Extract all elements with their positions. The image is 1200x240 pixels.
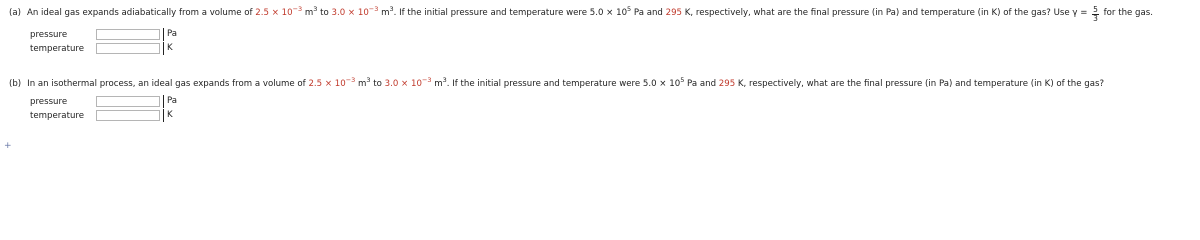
initial-temperature: 295 [718, 79, 736, 89]
field-label: temperature [30, 43, 85, 54]
gamma-fraction: $\frac{5}{3}$ [1093, 5, 1098, 23]
temperature-input-a[interactable] [96, 43, 160, 54]
initial-temperature: 295 [665, 8, 683, 18]
initial-volume: $2.5 \times 10^{-3}$ [308, 76, 356, 89]
field-label: temperature [30, 110, 85, 121]
unit-label: K [163, 109, 177, 122]
field-label: pressure [30, 29, 68, 40]
question-b-text: (b) In an isothermal process, an ideal gas expands from a volume of $2.5 \times 10^{-3}$ $m^3$ to $3.0 \times 10^{-3}$ $m^3$. If the initial pressure and temperature were $5.0 \times 10^5$ Pa and 295 K, respectively, what are the final pressure (in Pa) and temperature (in K) of the gas? [9, 76, 1105, 89]
temperature-input-b[interactable] [96, 110, 160, 121]
question-a-text: (a) An ideal gas expands adiabatically from a volume of $2.5 \times 10^{-3}$ $m^3$ to $3.0 \times 10^{-3}$ $m^3$. If the initial pressure and temperature were $5.0 \times 10^5$ Pa and 295 K, respectively, what are the final pressure (in Pa) and temperature (in K) of the gas? Use γ = $\frac{5}{3}$ for the gas. [9, 5, 1153, 23]
answer-row-pressure-b [30, 95, 177, 108]
unit-label: Pa [163, 28, 177, 41]
final-volume: $3.0 \times 10^{-3}$ [384, 76, 432, 89]
answer-row-pressure-a [30, 28, 177, 41]
part-label: (b) [9, 79, 22, 89]
field-label: pressure [30, 96, 68, 107]
final-volume: $3.0 \times 10^{-3}$ [331, 5, 379, 18]
answer-row-temperature-b [30, 109, 177, 122]
pressure-input-b[interactable] [96, 96, 160, 107]
unit-label: Pa [163, 95, 177, 108]
answer-row-temperature-a [30, 42, 177, 55]
plus-icon[interactable]: + [4, 141, 12, 151]
pressure-input-a[interactable] [96, 29, 160, 40]
unit-label: K [163, 42, 177, 55]
part-label: (a) [9, 8, 21, 18]
initial-volume: $2.5 \times 10^{-3}$ [255, 5, 303, 18]
